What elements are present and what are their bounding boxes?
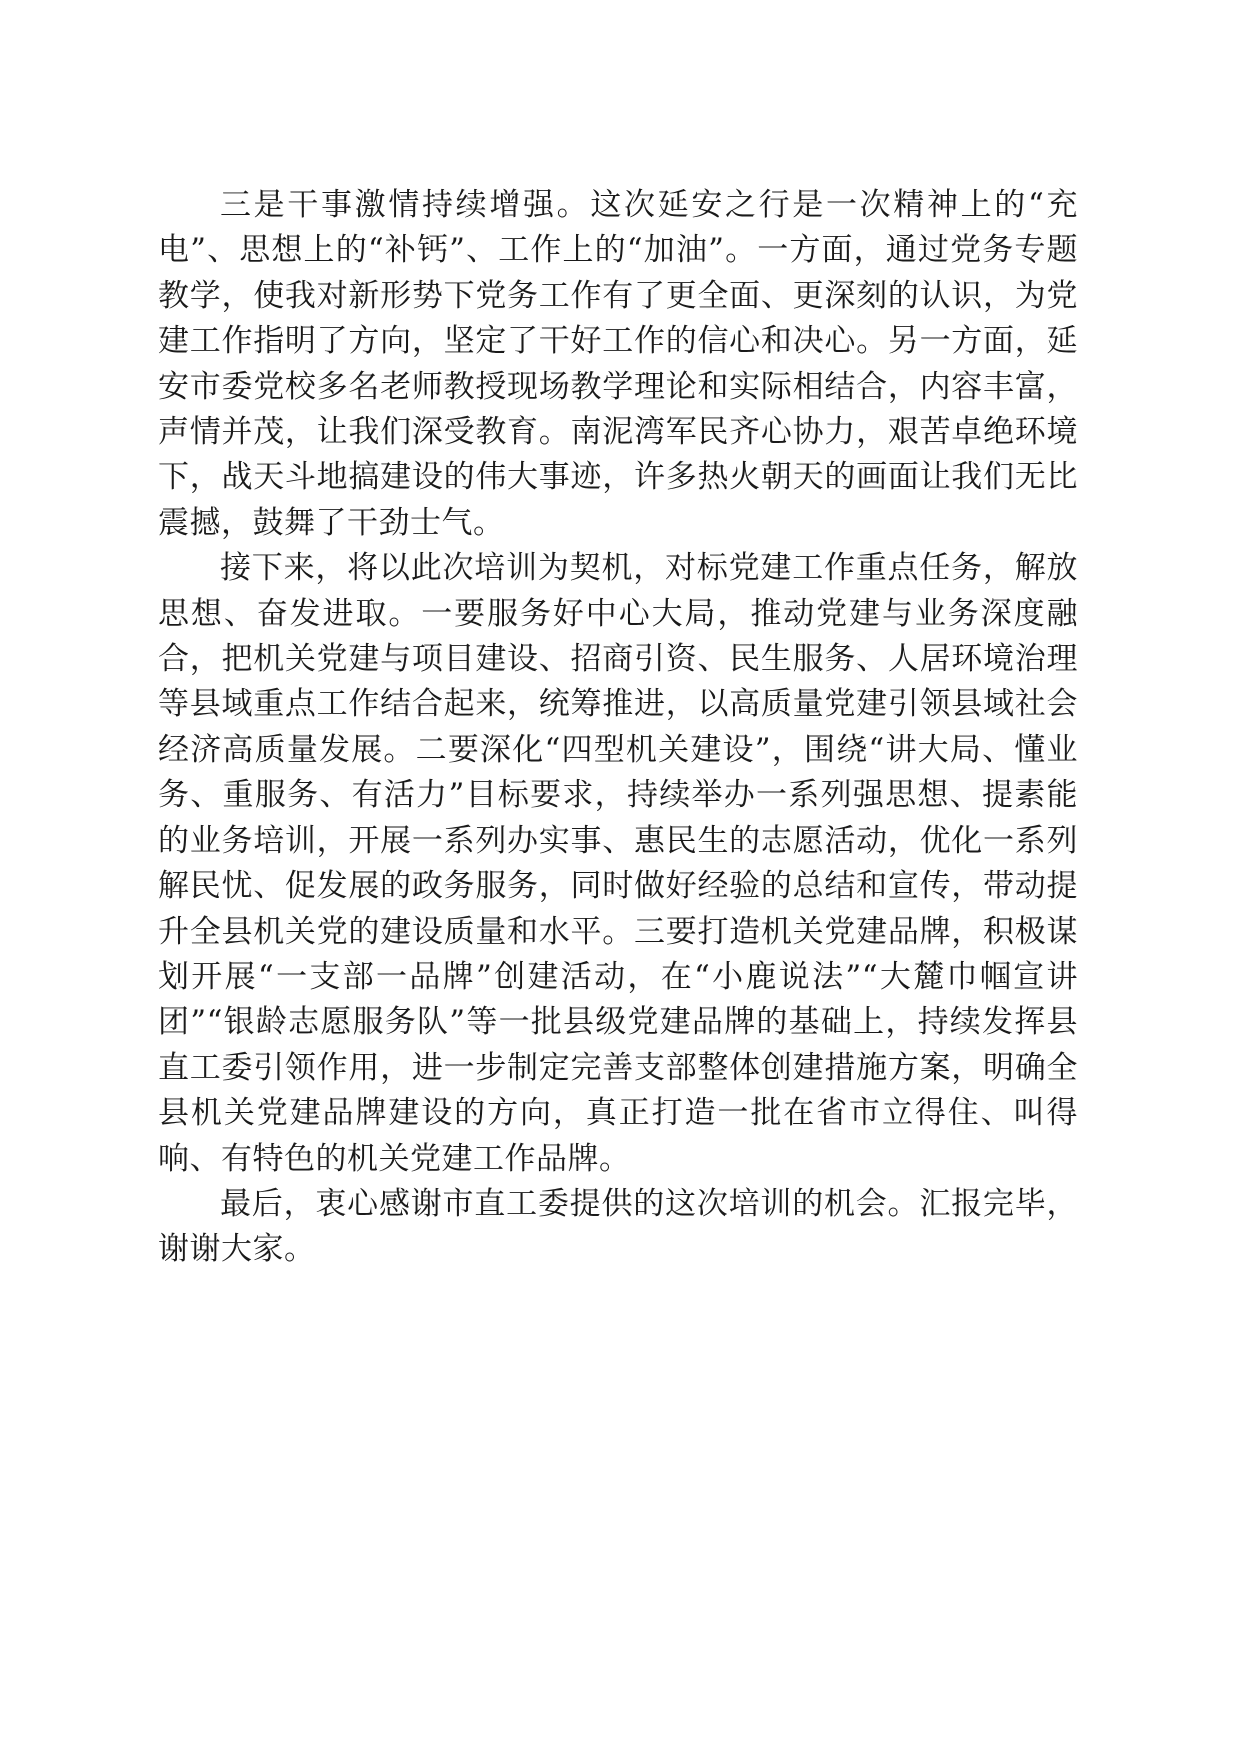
paragraph-enthusiasm: 三是干事激情持续增强。这次延安之行是一次精神上的“充电”、思想上的“补钙”、工作上的“加油”。一方面，通过党务专题教学，使我对新形势下党务工作有了更全面、更深刻的认识，为党建工作指明了方向，坚定了干好工作的信心和决心。另一方面，延安市委党校多名老师教授现场教学理论和实际相结合，内容丰富，声情并茂，让我们深受教育。南泥湾军民齐心协力，艰苦卓绝环境下，战天斗地搞建设的伟大事迹，许多热火朝天的画面让我们无比震撼，鼓舞了干劲士气。	[158, 187, 1078, 541]
paragraph-closing: 最后，衷心感谢市直工委提供的这次培训的机会。汇报完毕，谢谢大家。	[158, 1185, 1078, 1268]
document-body	[158, 183, 1078, 1273]
paragraph-next-steps: 接下来，将以此次培训为契机，对标党建工作重点任务，解放思想、奋发进取。一要服务好中心大局，推动党建与业务深度融合，把机关党建与项目建设、招商引资、民生服务、人居环境治理等县域重点工作结合起来，统筹推进，以高质量党建引领县域社会经济高质量发展。二要深化“四型机关建设”，围绕“讲大局、懂业务、重服务、有活力”目标要求，持续举办一系列强思想、提素能的业务培训，开展一系列办实事、惠民生的志愿活动，优化一系列解民忧、促发展的政务服务，同时做好经验的总结和宣传，带动提升全县机关党的建设质量和水平。三要打造机关党建品牌，积极谋划开展“一支部一品牌”创建活动，在“小鹿说法”“大麓巾帼宣讲团”“银龄志愿服务队”等一批县级党建品牌的基础上，持续发挥县直工委引领作用，进一步制定完善支部整体创建措施方案，明确全县机关党建品牌建设的方向，真正打造一批在省市立得住、叫得响、有特色的机关党建工作品牌。	[158, 550, 1078, 1177]
